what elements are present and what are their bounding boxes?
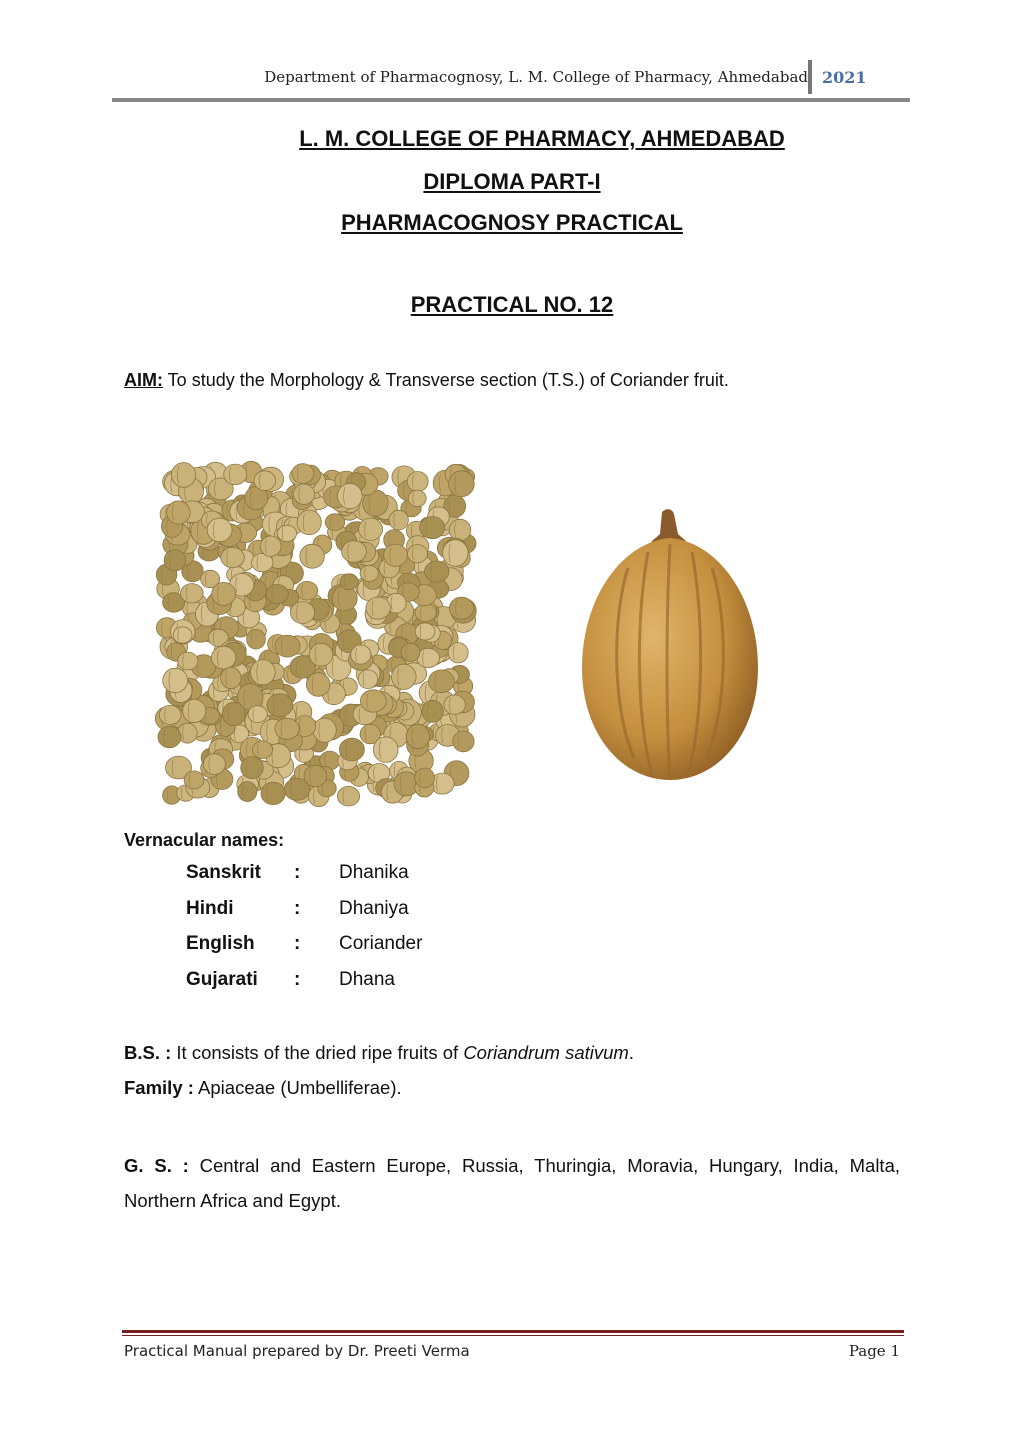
- vernacular-row: [186, 862, 586, 892]
- footer-rule-thin: [122, 1335, 904, 1336]
- vernacular-title: Vernacular names:: [124, 830, 285, 850]
- vernacular-language: English: [186, 933, 255, 954]
- footer-author: Practical Manual prepared by Dr. Preeti Verma: [124, 1342, 470, 1360]
- header-divider: [808, 60, 812, 94]
- biological-source: [124, 1042, 902, 1064]
- subject-title: PHARMACOGNOSY PRACTICAL: [341, 210, 683, 235]
- header-year: 2021: [822, 68, 867, 87]
- bs-end: .: [628, 1042, 634, 1063]
- course-title: DIPLOMA PART-I: [423, 169, 601, 194]
- vernacular-row: [186, 969, 586, 999]
- bs-text: It consists of the dried ripe fruits of: [171, 1042, 464, 1063]
- vernacular-language: Sanskrit: [186, 862, 261, 883]
- footer-rule: [122, 1330, 904, 1333]
- vernacular-colon: :: [294, 933, 301, 954]
- vernacular-name: Dhanika: [339, 862, 409, 883]
- family: [124, 1077, 902, 1099]
- aim-line: [124, 370, 729, 391]
- vernacular-colon: :: [294, 969, 301, 990]
- vernacular-language: Gujarati: [186, 969, 258, 990]
- college-title: L. M. COLLEGE OF PHARMACY, AHMEDABAD: [299, 126, 785, 151]
- vernacular-name: Coriander: [339, 933, 423, 954]
- header-rule: [112, 98, 910, 102]
- vernacular-name: Dhana: [339, 969, 395, 990]
- gs-text: Central and Eastern Europe, Russia, Thuringia, Moravia, Hungary, India, Malta, Northern Africa and Egypt.: [124, 1155, 901, 1211]
- coriander-fruit-closeup-image: [578, 508, 762, 784]
- family-label: Family :: [124, 1077, 194, 1098]
- header-department: Department of Pharmacognosy, L. M. College of Pharmacy, Ahmedabad: [264, 68, 808, 86]
- bs-species: Coriandrum sativum: [463, 1042, 629, 1063]
- practical-title: PRACTICAL NO. 12: [410, 292, 614, 317]
- aim-label: AIM:: [124, 370, 163, 390]
- gs-label: G. S. :: [124, 1155, 189, 1176]
- vernacular-colon: :: [294, 898, 301, 919]
- geographical-source: [124, 1148, 900, 1218]
- coriander-seeds-pile-image: [126, 457, 496, 813]
- vernacular-row: [186, 933, 586, 963]
- family-text: Apiaceae (Umbelliferae).: [193, 1077, 402, 1098]
- aim-text: To study the Morphology & Transverse section (T.S.) of Coriander fruit.: [163, 370, 729, 390]
- footer-page-number: Page 1: [848, 1342, 900, 1360]
- vernacular-language: Hindi: [186, 898, 234, 919]
- bs-label: B.S. :: [124, 1042, 172, 1063]
- vernacular-name: Dhaniya: [339, 898, 409, 919]
- vernacular-row: [186, 898, 586, 928]
- vernacular-colon: :: [294, 862, 301, 883]
